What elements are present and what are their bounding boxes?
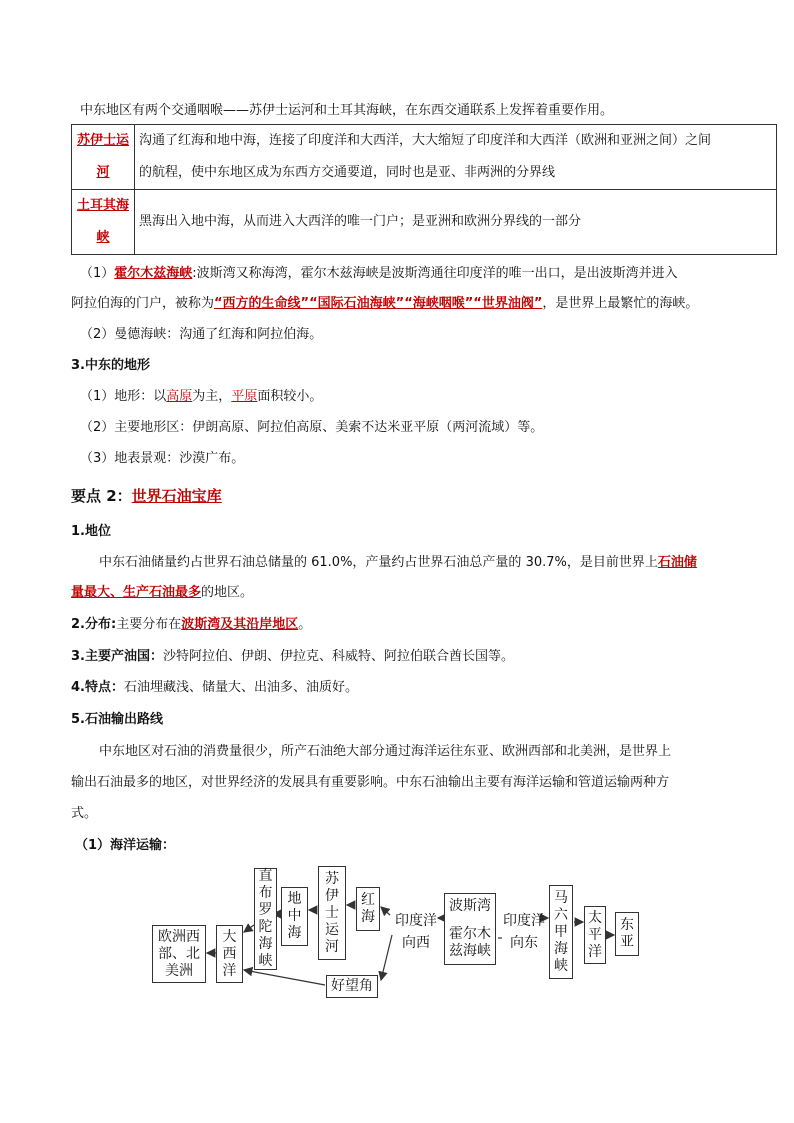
box-line: 六 — [554, 906, 568, 923]
routes-line1: 中东地区对石油的消费量很少，所产石油绝大部分通过海洋运往东亚、欧洲西部和北美洲，是世界上 — [99, 744, 672, 759]
box-line: 河 — [325, 938, 339, 955]
east-asia-box — [615, 912, 639, 956]
malacca-box — [549, 885, 573, 979]
box-line: 霍尔木 — [449, 926, 491, 942]
persian-gulf-box — [444, 893, 496, 965]
hormuz-desc: :波斯湾又称海湾，霍尔木兹海峡是波斯湾通往印度洋的唯一出口，是出波斯湾并进入 — [192, 266, 678, 281]
box-line: 平 — [588, 926, 602, 943]
indian-ocean-east-label — [500, 910, 548, 954]
box-line: 海 — [287, 925, 302, 941]
box-line: 洋 — [222, 962, 237, 979]
key-line: 苏伊士运 — [76, 133, 129, 148]
label-line: 印度洋 — [503, 913, 545, 929]
distribution-place: 波斯湾及其沿岸地区 — [181, 617, 299, 632]
box-line: 马 — [554, 889, 568, 906]
intro-text: 中东地区有两个交通咽喉——苏伊士运河和土耳其海峡，在东西交通联系上发挥着重要作用。 — [80, 103, 614, 118]
key-line: 河 — [96, 165, 110, 180]
hormuz-name: 霍尔木兹海峡 — [114, 266, 193, 281]
box-line: 运 — [325, 921, 339, 938]
terrain-text: 面积较小。 — [257, 389, 323, 404]
label-line: 向西 — [402, 935, 430, 951]
atlantic-box — [216, 925, 243, 983]
gulf-label: 波斯湾 — [449, 898, 491, 914]
box-line: 士 — [325, 904, 339, 921]
hormuz-prefix: （1） — [80, 266, 115, 281]
routes-heading: 5.石油输出路线 — [71, 712, 163, 727]
terrain-plateau: 高原 — [166, 389, 193, 404]
terrain-text: （1）地形：以 — [80, 389, 167, 404]
features-text: 石油埋藏浅、储量大、出油多、油质好。 — [123, 680, 358, 695]
terrain-plain: 平原 — [231, 389, 258, 404]
key-line: 峡 — [96, 230, 110, 245]
box-line: 太 — [588, 909, 602, 926]
box-line: 部、北 — [158, 945, 200, 962]
box-line: 海 — [361, 909, 375, 925]
routes-line2: 输出石油最多的地区，对世界经济的发展具有重要影响。中东石油输出主要有海洋运输和管道运输两种方 — [71, 775, 670, 790]
box-line: 陀 — [258, 919, 273, 935]
box-line: 苏 — [325, 870, 339, 887]
arrow-indian-cape — [381, 935, 392, 980]
value-line: 沟通了红海和地中海，连接了印度洋和大西洋，大大缩短了印度洋和大西洋（欧洲和亚洲之间）之间 — [139, 133, 712, 148]
box-line: 海 — [258, 936, 273, 952]
features-label: 4.特点： — [71, 680, 124, 695]
position-heading: 1.地位 — [71, 524, 111, 539]
box-line: 洋 — [588, 943, 602, 960]
routes-line3: 式。 — [71, 806, 98, 821]
redsea-box — [356, 887, 380, 931]
position-text: 的地区。 — [201, 585, 254, 600]
box-line: 西 — [222, 945, 237, 962]
hormuz-line2-suffix: ，是世界上最繁忙的海峡。 — [542, 296, 699, 311]
box-line: 兹海峡 — [449, 943, 491, 959]
box-line: 峡 — [258, 953, 273, 969]
box-line: 布 — [258, 885, 273, 901]
box-line: 中 — [287, 908, 302, 924]
terrain-text: 为主， — [192, 389, 232, 404]
box-line: 红 — [361, 892, 375, 908]
box-line: 伊 — [325, 887, 339, 904]
value-line: 的航程，使中东地区成为东西方交通要道，同时也是亚、非两洲的分界线 — [139, 165, 556, 180]
arrow-indian-redsea — [381, 907, 390, 915]
gibraltar-box — [254, 868, 277, 970]
key-line: 土耳其海 — [76, 198, 129, 213]
pacific-box — [584, 906, 606, 964]
terrain-line2: （2）主要地形区：伊朗高原、阿拉伯高原、美索不达米亚平原（两河流域）等。 — [80, 420, 544, 435]
label-line: 向东 — [510, 935, 538, 951]
value-line: 黑海出入地中海，从而进入大西洋的唯一门户；是亚洲和欧洲分界线的一部分 — [139, 214, 582, 229]
label-line: 印度洋 — [395, 913, 437, 929]
box-line: 甲 — [554, 923, 568, 940]
terrain-line3: （3）地表景观：沙漠广布。 — [80, 451, 245, 466]
distribution-label: 2.分布: — [71, 617, 117, 632]
sea-transport-heading: （1）海洋运输： — [75, 838, 176, 853]
countries-text: 沙特阿拉伯、伊朗、伊拉克、科威特、阿拉伯联合酋长国等。 — [162, 649, 514, 664]
box-line: 亚 — [620, 934, 634, 950]
distribution-text: 主要分布在 — [116, 617, 182, 632]
box-line: 罗 — [258, 902, 273, 918]
box-line: 海 — [554, 940, 568, 957]
cape-of-good-hope-box: 好望角 — [326, 975, 378, 998]
point2-prefix: 要点 2： — [71, 487, 132, 505]
box-line: 欧洲西 — [158, 928, 200, 945]
countries-label: 3.主要产油国： — [71, 649, 163, 664]
hormuz-line2-prefix: 阿拉伯海的门户，被称为 — [71, 296, 215, 311]
position-highlight: 石油储 — [657, 555, 697, 570]
europe-box — [152, 925, 206, 983]
box-line: 大 — [222, 928, 237, 945]
indian-ocean-west-label — [392, 910, 440, 954]
box-line: 地 — [287, 891, 302, 907]
arrow-gibraltar-atlantic — [244, 925, 254, 932]
box-line: 东 — [620, 917, 634, 933]
point2-title: 世界石油宝库 — [131, 487, 222, 505]
position-highlight: 量最大、生产石油最多 — [71, 585, 202, 600]
arrow-cape-atlantic — [244, 970, 325, 985]
box-line: 直 — [258, 868, 273, 884]
mediterranean-box — [281, 887, 308, 946]
distribution-end: 。 — [298, 617, 312, 632]
box-line: 美洲 — [165, 962, 193, 979]
hormuz-nicknames: “西方的生命线”“国际石油海峡”“海峡咽喉”“世界油阀” — [214, 296, 543, 311]
suez-box — [318, 866, 346, 960]
mandeb-line: （2）曼德海峡：沟通了红海和阿拉伯海。 — [80, 327, 323, 342]
box-line: 峡 — [554, 957, 568, 974]
terrain-heading: 3.中东的地形 — [71, 358, 150, 373]
position-text: 中东石油储量约占世界石油总储量的 61.0%，产量约占世界石油总产量的 30.7%，是目前世界上 — [99, 555, 658, 570]
